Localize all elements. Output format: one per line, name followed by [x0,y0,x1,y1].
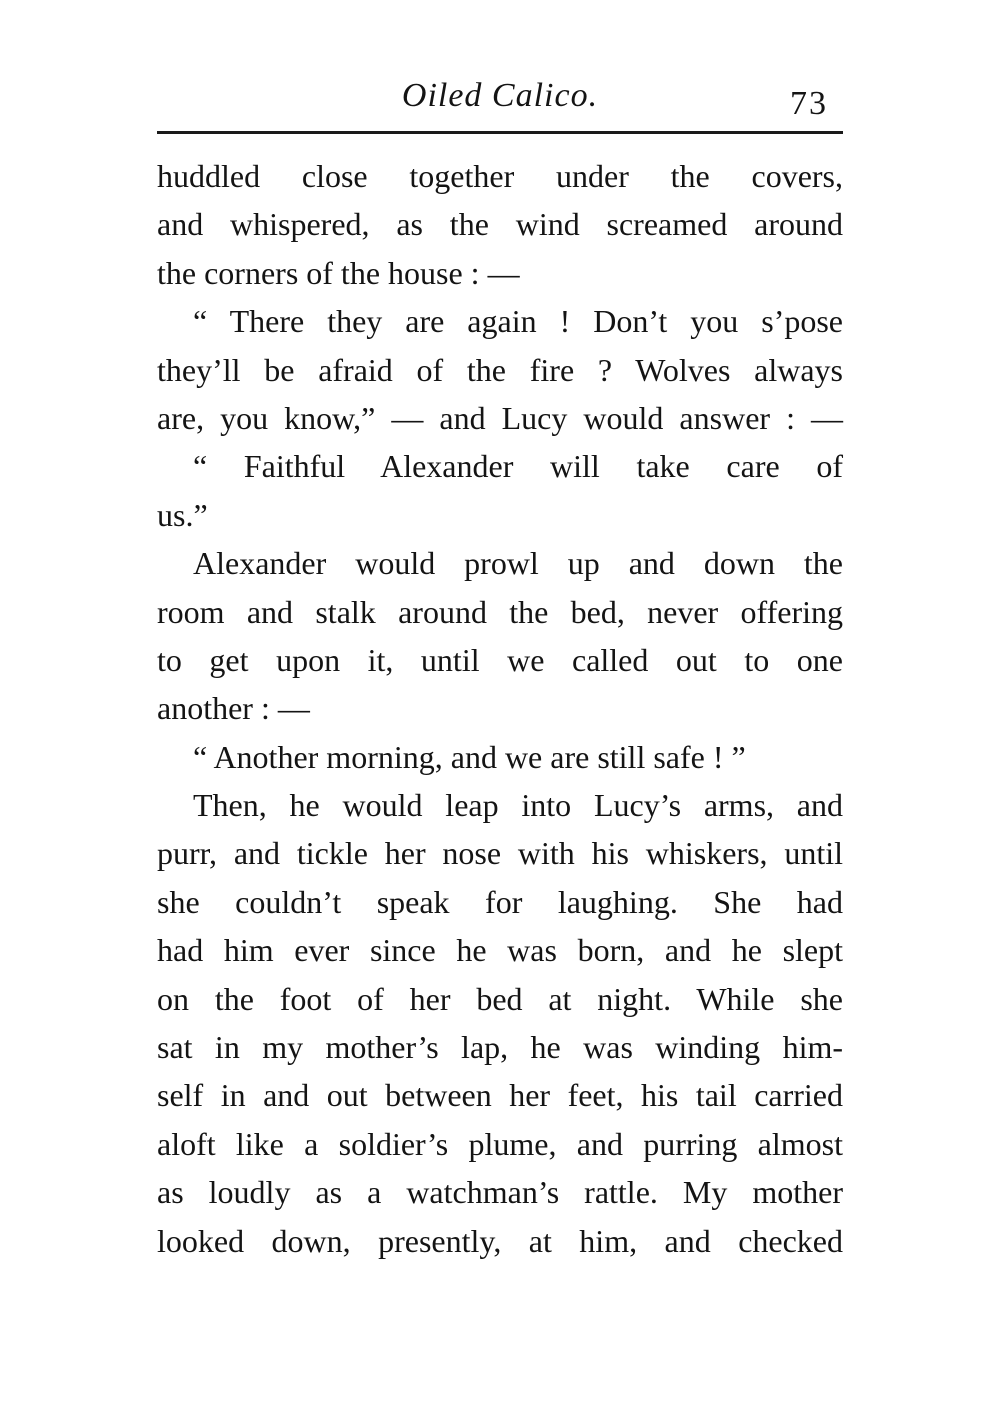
text-line: room and stalk around the bed, never offering [157,593,843,630]
text-line: to get upon it, until we called out to one [157,641,843,678]
text-line: Then, he would leap into Lucy’s arms, and [193,787,843,824]
text-line: us.” [157,496,208,533]
text-line: “ There they are again ! Don’t you s’pose [193,303,843,340]
text-line: self in and out between her feet, his tail carried [157,1077,843,1114]
text-line: purr, and tickle her nose with his whiskers, until [157,835,843,872]
text-line: had him ever since he was born, and he slept [157,932,843,969]
text-line: the corners of the house : — [157,254,520,291]
text-line: on the foot of her bed at night. While she [157,980,843,1017]
text-line: another : — [157,690,310,727]
body-text [157,152,843,1265]
text-line: aloft like a soldier’s plume, and purring almost [157,1125,843,1162]
text-line: she couldn’t speak for laughing. She had [157,883,843,920]
text-line: Alexander would prowl up and down the [193,545,843,582]
text-line: looked down, presently, at him, and checked [157,1222,843,1259]
text-line: they’ll be afraid of the fire ? Wolves always [157,351,843,388]
text-line: huddled close together under the covers, [157,158,843,194]
page-number: 73 [790,85,828,122]
running-title: Oiled Calico. [401,77,599,114]
text-line: are, you know,” — and Lucy would answer : — [157,399,843,436]
text-line: as loudly as a watchman’s rattle. My mother [157,1174,843,1211]
text-line: and whispered, as the wind screamed around [157,206,843,243]
text-line: “ Faithful Alexander will take care of [193,448,843,485]
header-rule [157,131,843,134]
text-line: “ Another morning, and we are still safe ! ” [193,738,746,775]
text-line: sat in my mother’s lap, he was winding him- [157,1029,843,1066]
